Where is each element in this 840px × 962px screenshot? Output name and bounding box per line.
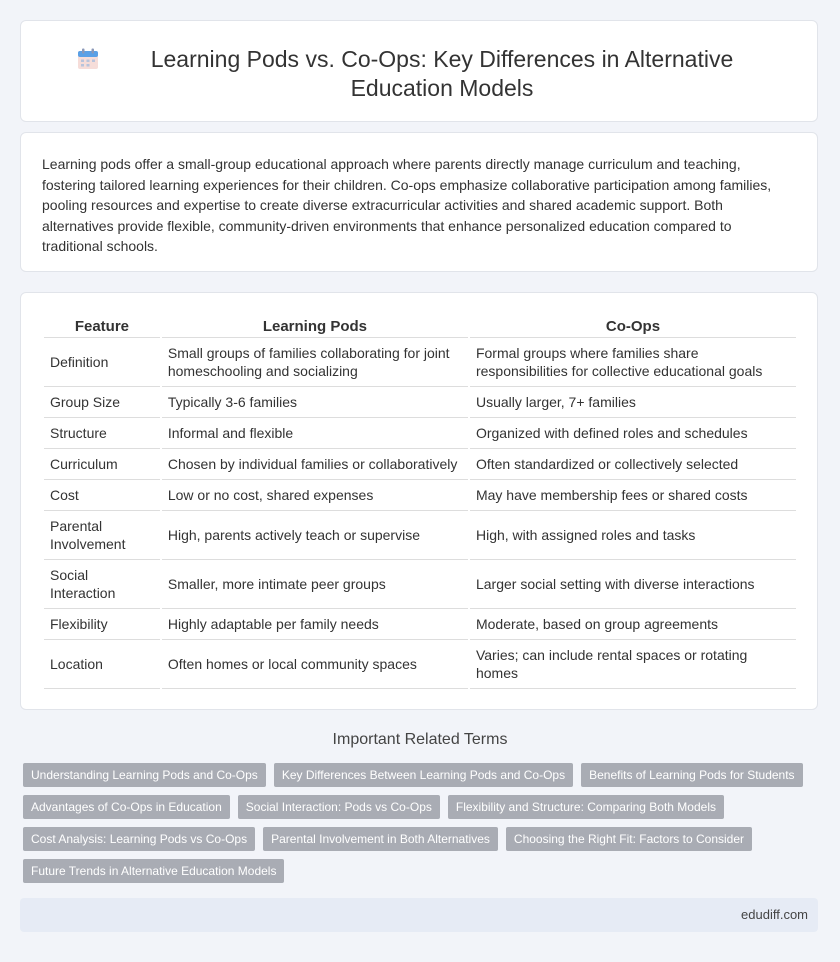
learning-pods-cell: Small groups of families collaborating for joint homeschooling and socializing	[162, 338, 468, 387]
table-row	[44, 338, 796, 387]
feature-cell: Curriculum	[44, 449, 160, 480]
table-row	[44, 449, 796, 480]
related-term-tag[interactable]: Choosing the Right Fit: Factors to Consider	[506, 827, 752, 851]
table-row	[44, 387, 796, 418]
co-ops-cell: Organized with defined roles and schedules	[470, 418, 796, 449]
table-header-row	[44, 315, 796, 338]
learning-pods-cell: Low or no cost, shared expenses	[162, 480, 468, 511]
related-term-tag[interactable]: Cost Analysis: Learning Pods vs Co-Ops	[23, 827, 255, 851]
feature-cell: Flexibility	[44, 609, 160, 640]
table-row	[44, 480, 796, 511]
calendar-icon	[76, 47, 100, 71]
intro-text: Learning pods offer a small-group educational approach where parents directly manage curriculum and teaching, fostering tailored learning experiences for their children. Co-ops emphasize collaborative participation among families, pooling resources and expertise to create diverse extracurricular activities and shared academic support. Both alternatives provide flexible, community-driven environments that enhance personalized education compared to traditional schools.	[42, 156, 772, 255]
learning-pods-cell: Often homes or local community spaces	[162, 640, 468, 689]
table-row	[44, 511, 796, 560]
co-ops-cell: Formal groups where families share responsibilities for collective educational goals	[470, 338, 796, 387]
page-title: Learning Pods vs. Co-Ops: Key Differences in Alternative Education Models	[150, 46, 734, 101]
co-ops-cell: High, with assigned roles and tasks	[470, 511, 796, 560]
learning-pods-cell: High, parents actively teach or supervise	[162, 511, 468, 560]
related-term-tag[interactable]: Understanding Learning Pods and Co-Ops	[23, 763, 266, 787]
header-learning-pods: Learning Pods	[162, 315, 468, 338]
tag-row	[23, 859, 823, 883]
co-ops-cell: Often standardized or collectively selected	[470, 449, 796, 480]
header-feature: Feature	[44, 315, 160, 338]
feature-cell: Location	[44, 640, 160, 689]
co-ops-cell: Usually larger, 7+ families	[470, 387, 796, 418]
co-ops-cell: Larger social setting with diverse interactions	[470, 560, 796, 609]
table-row	[44, 609, 796, 640]
title-wrap	[21, 21, 817, 103]
related-term-tag[interactable]: Advantages of Co-Ops in Education	[23, 795, 230, 819]
feature-cell: Definition	[44, 338, 160, 387]
related-term-tag[interactable]: Benefits of Learning Pods for Students	[581, 763, 802, 787]
related-terms-list	[23, 763, 823, 891]
title-card	[20, 20, 818, 122]
learning-pods-cell: Highly adaptable per family needs	[162, 609, 468, 640]
co-ops-cell: May have membership fees or shared costs	[470, 480, 796, 511]
tag-row	[23, 795, 823, 819]
tag-row	[23, 763, 823, 787]
related-term-tag[interactable]: Flexibility and Structure: Comparing Both Models	[448, 795, 724, 819]
intro-card	[20, 132, 818, 272]
footer-site[interactable]: edudiff.com	[741, 907, 808, 922]
related-term-tag[interactable]: Key Differences Between Learning Pods and Co-Ops	[274, 763, 573, 787]
comparison-table	[42, 315, 798, 689]
feature-cell: Group Size	[44, 387, 160, 418]
co-ops-cell: Moderate, based on group agreements	[470, 609, 796, 640]
learning-pods-cell: Informal and flexible	[162, 418, 468, 449]
table-row	[44, 418, 796, 449]
table-row	[44, 560, 796, 609]
related-terms-title: Important Related Terms	[332, 731, 508, 748]
learning-pods-cell: Smaller, more intimate peer groups	[162, 560, 468, 609]
comparison-card	[20, 292, 818, 710]
tag-row	[23, 827, 823, 851]
feature-cell: Parental Involvement	[44, 511, 160, 560]
related-term-tag[interactable]: Parental Involvement in Both Alternatives	[263, 827, 498, 851]
feature-cell: Social Interaction	[44, 560, 160, 609]
table-row	[44, 640, 796, 689]
learning-pods-cell: Chosen by individual families or collaboratively	[162, 449, 468, 480]
learning-pods-cell: Typically 3-6 families	[162, 387, 468, 418]
header-co-ops: Co-Ops	[470, 315, 796, 338]
feature-cell: Cost	[44, 480, 160, 511]
related-term-tag[interactable]: Future Trends in Alternative Education Models	[23, 859, 284, 883]
related-term-tag[interactable]: Social Interaction: Pods vs Co-Ops	[238, 795, 440, 819]
feature-cell: Structure	[44, 418, 160, 449]
footer	[20, 898, 818, 932]
co-ops-cell: Varies; can include rental spaces or rotating homes	[470, 640, 796, 689]
